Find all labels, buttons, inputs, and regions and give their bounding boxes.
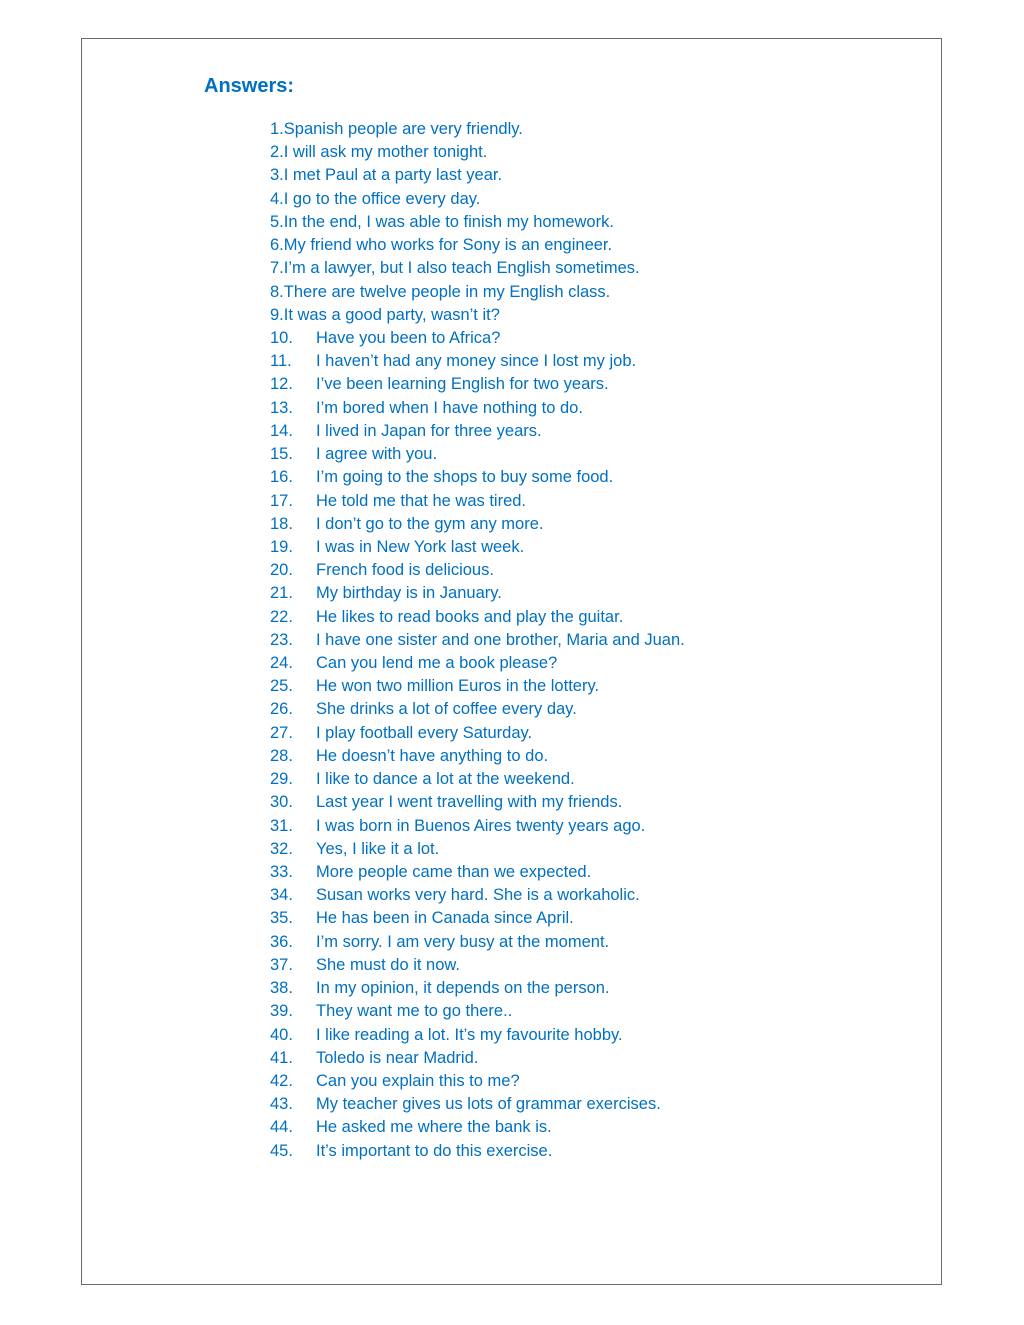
answer-number: 1.	[270, 120, 284, 138]
answer-number: 9.	[270, 305, 284, 324]
answer-number: 2.	[270, 143, 284, 162]
answer-text: He likes to read books and play the guitar.	[316, 607, 624, 626]
list-item	[270, 211, 685, 234]
answer-text: I’m going to the shops to buy some food.	[316, 468, 614, 487]
answer-text: I like reading a lot. It’s my favourite hobby.	[316, 1025, 623, 1044]
answer-number: 6.	[270, 236, 284, 255]
answer-number: 36.	[270, 932, 293, 951]
list-item	[270, 234, 685, 257]
answer-number: 29.	[270, 770, 293, 789]
answer-text: French food is delicious.	[316, 561, 494, 580]
answer-number: 4.	[270, 189, 284, 208]
answer-text: I don’t go to the gym any more.	[316, 514, 544, 533]
answer-text: Susan works very hard. She is a workaholic.	[316, 886, 640, 905]
answer-text: Can you lend me a book please?	[316, 654, 558, 673]
list-item	[270, 1116, 685, 1139]
answer-number: 11.	[270, 352, 292, 371]
list-item	[270, 188, 685, 211]
list-item	[270, 257, 685, 280]
answer-text: I go to the office every day.	[283, 189, 481, 208]
answer-text: Toledo is near Madrid.	[316, 1048, 479, 1067]
answer-text: I play football every Saturday.	[316, 723, 533, 742]
answer-number: 32.	[270, 839, 293, 858]
answer-number: 43.	[270, 1095, 293, 1114]
list-item	[270, 838, 685, 861]
list-item	[270, 745, 685, 768]
answer-text: He won two million Euros in the lottery.	[316, 677, 600, 696]
answer-text: Can you explain this to me?	[316, 1071, 520, 1090]
list-item	[270, 954, 685, 977]
answer-text: I was in New York last week.	[316, 537, 525, 556]
list-item	[270, 420, 685, 443]
list-item	[270, 118, 685, 141]
answer-number: 28.	[270, 746, 293, 765]
answer-text: I met Paul at a party last year.	[283, 166, 503, 185]
list-item	[270, 698, 685, 721]
list-item	[270, 1024, 685, 1047]
answer-number: 27.	[270, 723, 293, 742]
list-item	[270, 304, 685, 327]
answer-text: Yes, I like it a lot.	[316, 839, 440, 858]
answer-number: 35.	[270, 909, 293, 928]
list-item	[270, 164, 685, 187]
answer-text: I have one sister and one brother, Maria and Juan.	[316, 630, 685, 649]
answer-number: 21.	[270, 584, 293, 603]
answer-number: 22.	[270, 607, 293, 626]
answer-number: 34.	[270, 886, 293, 905]
answer-text: She drinks a lot of coffee every day.	[316, 700, 577, 719]
list-item	[270, 350, 685, 373]
answer-number: 23.	[270, 630, 293, 649]
list-item	[270, 443, 685, 466]
list-item	[270, 327, 685, 350]
answer-number: 13.	[270, 398, 293, 417]
answer-text: Last year I went travelling with my friends.	[316, 793, 623, 812]
answer-number: 5.	[270, 212, 284, 231]
answer-text: They want me to go there..	[316, 1002, 513, 1021]
answer-text: I was born in Buenos Aires twenty years ago.	[316, 816, 646, 835]
list-item	[270, 582, 685, 605]
answer-number: 33.	[270, 863, 293, 881]
list-item	[270, 397, 685, 420]
answer-number: 12.	[270, 375, 293, 394]
answer-number: 24.	[270, 654, 293, 673]
answer-number: 19.	[270, 537, 293, 556]
answer-text: I like to dance a lot at the weekend.	[316, 770, 575, 789]
list-item	[270, 1000, 685, 1023]
list-item	[270, 606, 685, 629]
answer-text: I’m bored when I have nothing to do.	[316, 398, 583, 417]
list-item	[270, 884, 685, 907]
answer-number: 42.	[270, 1071, 293, 1090]
answer-number: 45.	[270, 1141, 293, 1160]
answer-number: 7.	[270, 259, 284, 278]
list-item	[270, 629, 685, 652]
answer-number: 31.	[270, 816, 293, 835]
list-item	[270, 722, 685, 745]
list-item	[270, 907, 685, 930]
answer-number: 17.	[270, 491, 293, 510]
answer-number: 3.	[270, 166, 284, 185]
answer-list	[270, 118, 685, 1163]
answer-text: In my opinion, it depends on the person.	[316, 979, 610, 998]
list-item	[270, 490, 685, 513]
list-item	[270, 141, 685, 164]
list-item	[270, 281, 685, 304]
answer-text: It’s important to do this exercise.	[316, 1141, 553, 1160]
answer-text: My friend who works for Sony is an engineer.	[283, 236, 613, 255]
answer-text: She must do it now.	[316, 955, 460, 974]
answer-text: Spanish people are very friendly.	[283, 120, 523, 138]
page-title: Answers:	[204, 75, 295, 97]
list-item	[270, 815, 685, 838]
answer-text: I lived in Japan for three years.	[316, 421, 542, 440]
answer-number: 44.	[270, 1118, 293, 1137]
answer-number: 8.	[270, 282, 284, 301]
answer-number: 18.	[270, 514, 293, 533]
answer-number: 25.	[270, 677, 293, 696]
answer-number: 14.	[270, 421, 293, 440]
answer-number: 10.	[270, 328, 293, 347]
answer-number: 26.	[270, 700, 293, 719]
list-item	[270, 1140, 685, 1163]
list-item	[270, 652, 685, 675]
answer-number: 40.	[270, 1025, 293, 1044]
list-item	[270, 466, 685, 489]
answer-text: I’m a lawyer, but I also teach English sometimes.	[283, 259, 640, 278]
list-item	[270, 931, 685, 954]
answer-text: He doesn’t have anything to do.	[316, 746, 549, 765]
answer-text: More people came than we expected.	[316, 863, 592, 881]
answer-text: My birthday is in January.	[316, 584, 502, 603]
answer-text: I agree with you.	[316, 445, 438, 464]
answer-text: I’m sorry. I am very busy at the moment.	[316, 932, 610, 951]
list-item	[270, 1093, 685, 1116]
answer-text: There are twelve people in my English class.	[283, 282, 611, 301]
list-item	[270, 536, 685, 559]
answer-number: 30.	[270, 793, 293, 812]
answer-number: 39.	[270, 1002, 293, 1021]
answer-text: I’ve been learning English for two years.	[316, 375, 609, 394]
list-item	[270, 861, 685, 884]
list-item	[270, 768, 685, 791]
answer-number: 41.	[270, 1048, 293, 1067]
list-item	[270, 1070, 685, 1093]
answer-text: My teacher gives us lots of grammar exercises.	[316, 1095, 661, 1114]
answer-text: It was a good party, wasn’t it?	[283, 305, 500, 324]
answer-number: 20.	[270, 561, 293, 580]
answer-number: 16.	[270, 468, 293, 487]
answer-text: In the end, I was able to finish my homework.	[283, 212, 614, 231]
list-item	[270, 373, 685, 396]
answer-number: 37.	[270, 955, 293, 974]
list-item	[270, 977, 685, 1000]
list-item	[270, 513, 685, 536]
answer-text: He asked me where the bank is.	[316, 1118, 552, 1137]
list-item	[270, 559, 685, 582]
answer-text: Have you been to Africa?	[316, 328, 501, 347]
answer-number: 15.	[270, 445, 293, 464]
answer-text: He told me that he was tired.	[316, 491, 527, 510]
list-item	[270, 791, 685, 814]
answer-text: I haven’t had any money since I lost my job.	[316, 352, 637, 371]
list-item	[270, 1047, 685, 1070]
answer-text: He has been in Canada since April.	[316, 909, 574, 928]
list-item	[270, 675, 685, 698]
answer-number: 38.	[270, 979, 293, 998]
answer-text: I will ask my mother tonight.	[283, 143, 488, 162]
